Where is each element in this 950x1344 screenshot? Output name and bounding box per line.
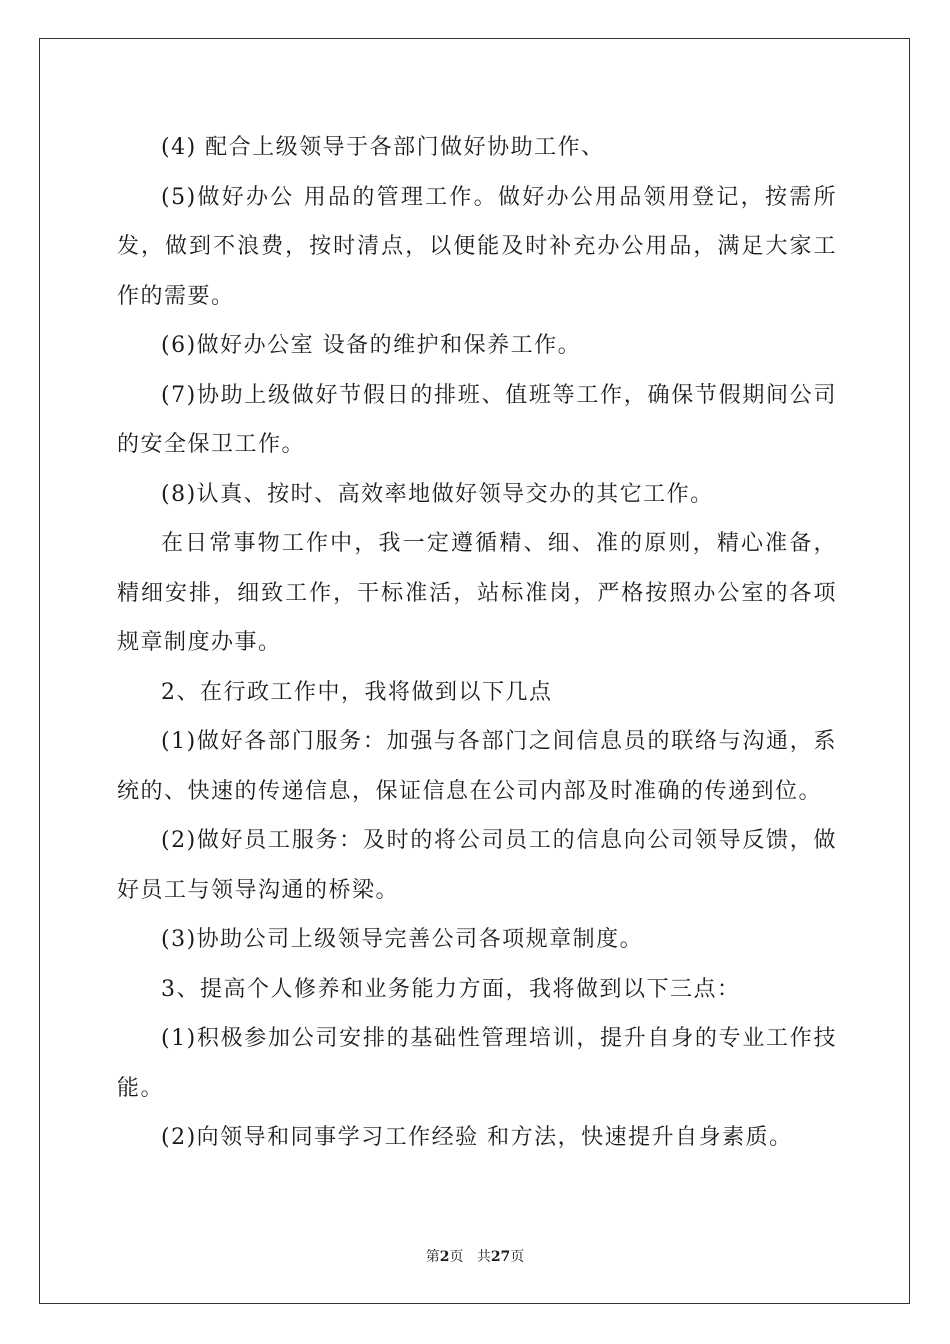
paragraph-13: (2)向领导和同事学习工作经验 和方法，快速提升自身素质。 — [161, 1125, 793, 1150]
paragraph-2: (5)做好办公 用品的管理工作。做好办公用品领用登记，按需所发，做到不浪费，按时清点，以便能及时补充办公用品，满足大家工作的需要。 — [117, 184, 837, 309]
paragraph-8: (1)做好各部门服务：加强与各部门之间信息员的联络与沟通，系统的、快速的传递信息，保证信息在公司内部及时准确的传递到位。 — [117, 729, 837, 804]
paragraph-12: (1)积极参加公司安排的基础性管理培训，提升自身的专业工作技能。 — [117, 1026, 837, 1101]
footer-page-suffix: 页 — [449, 1249, 464, 1265]
footer-total-number: 27 — [490, 1249, 511, 1265]
document-body — [117, 123, 837, 1163]
page-footer — [0, 1247, 950, 1267]
paragraph-9: (2)做好员工服务：及时的将公司员工的信息向公司领导反馈，做好员工与领导沟通的桥梁。 — [117, 828, 837, 903]
paragraph-11: 3、提高个人修养和业务能力方面，我将做到以下三点： — [161, 976, 741, 1002]
footer-page-prefix: 第 — [425, 1249, 440, 1265]
footer-total-suffix: 页 — [510, 1249, 525, 1265]
paragraph-10: (3)协助公司上级领导完善公司各项规章制度。 — [161, 927, 644, 952]
paragraph-7: 2、在行政工作中，我将做到以下几点 — [161, 679, 553, 705]
paragraph-4: (7)协助上级做好节假日的排班、值班等工作，确保节假期间公司的安全保卫工作。 — [117, 382, 837, 457]
paragraph-6: 在日常事物工作中，我一定遵循精、细、准的原则，精心准备，精细安排，细致工作，干标准活，站标准岗，严格按照办公室的各项规章制度办事。 — [117, 531, 837, 655]
paragraph-1: (4) 配合上级领导于各部门做好协助工作、 — [161, 135, 605, 160]
paragraph-3: (6)做好办公室 设备的维护和保养工作。 — [161, 333, 582, 358]
paragraph-5: (8)认真、按时、高效率地做好领导交办的其它工作。 — [161, 481, 714, 507]
footer-total-prefix: 共 — [476, 1249, 491, 1265]
footer-page-number: 2 — [439, 1249, 450, 1265]
